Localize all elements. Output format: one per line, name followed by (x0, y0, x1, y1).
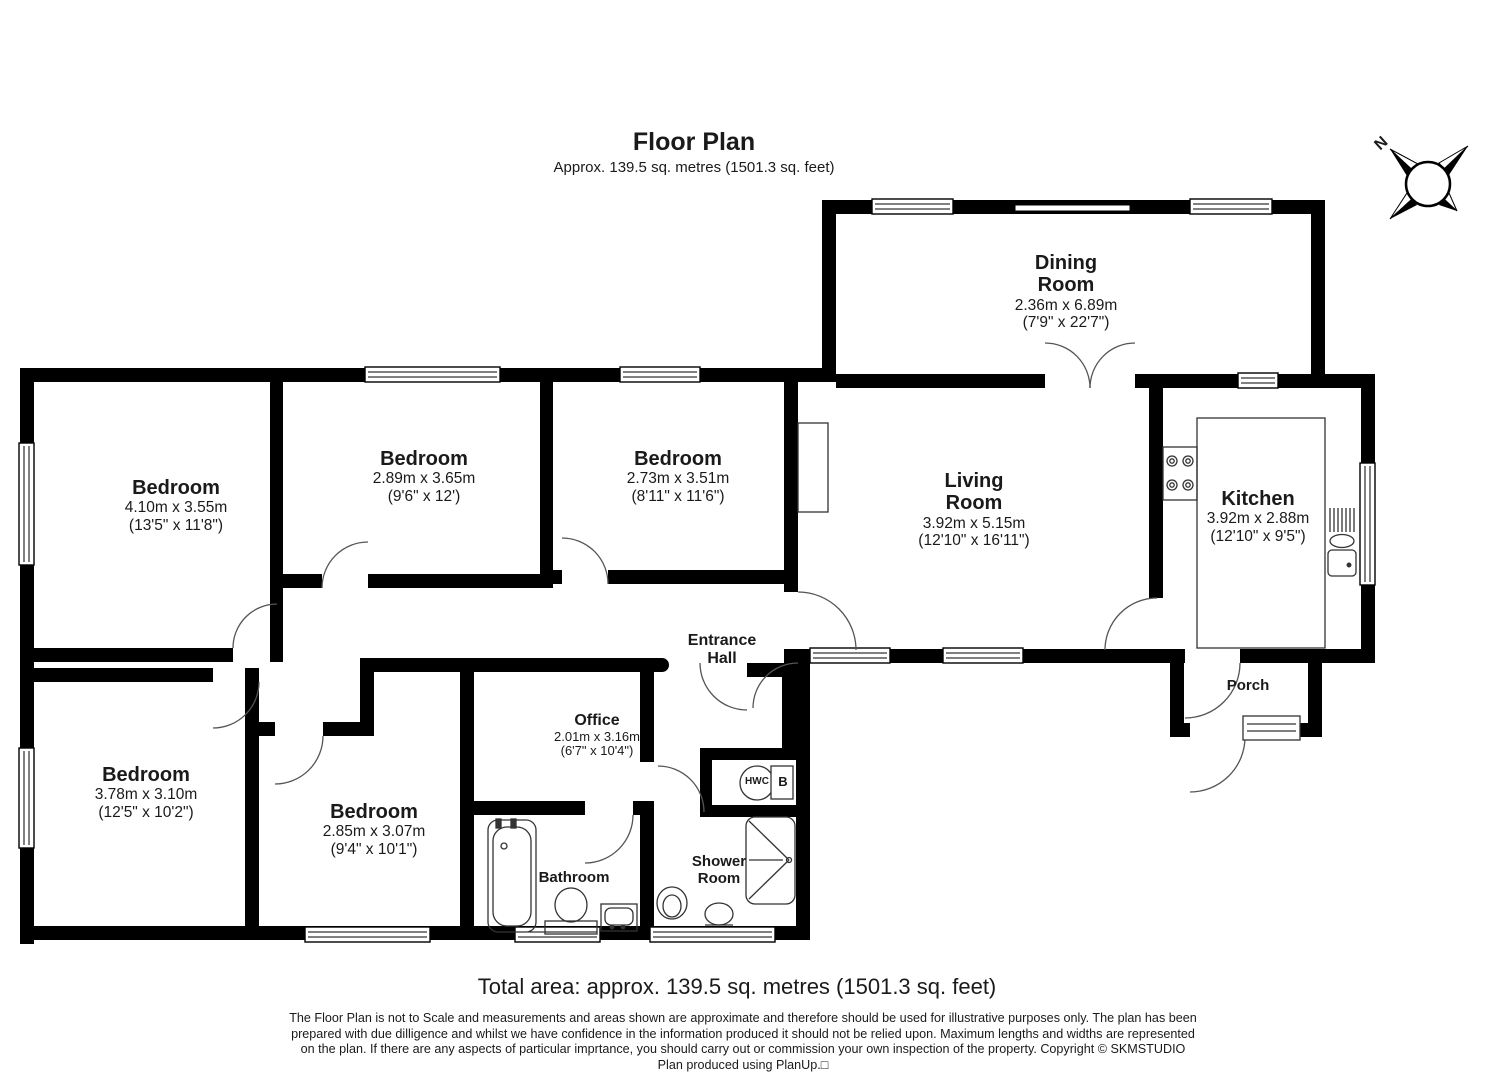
room-label-bedroom3: Bedroom 2.73m x 3.51m (8'11" x 11'6") (626, 448, 730, 505)
room-label-bedroom4: Bedroom 3.78m x 3.10m (12'5" x 10'2") (94, 764, 198, 821)
walls (20, 200, 1375, 944)
chimney-breast (798, 423, 828, 512)
disclaimer-text: The Floor Plan is not to Scale and measurements and areas shown are approximate and therefore should be used for illustrative purposes only. The plan has been prepared with due dilligence and whilst we have confidence in the information produced it should not be relied upon. Maximum lengths and widths are represented on the plan. If there are any aspects of particular imprtance, you should carry out or commission your own inspection of the property. Copyright © SKMSTUDIO Plan produced using PlanUp.□ (289, 1011, 1197, 1072)
bathtub-icon (488, 819, 536, 932)
room-label-bedroom2: Bedroom 2.89m x 3.65m (9'6" x 12') (372, 448, 476, 505)
compass-icon (1390, 146, 1468, 219)
toilet2-icon (657, 887, 687, 919)
boiler-label: B (778, 774, 788, 789)
hwc-label: HWC (745, 776, 769, 787)
room-label-living: Living Room 3.92m x 5.15m (12'10" x 16'11") (918, 470, 1030, 550)
shower-tray-icon (746, 817, 795, 904)
credit-text: Plan produced using PlanUp.□ (657, 1057, 829, 1072)
room-label-office: Office 2.01m x 3.16m (6'7" x 10'4") (554, 712, 640, 759)
room-label-entrance-hall: Entrance Hall (687, 632, 757, 667)
room-label-bedroom1: Bedroom 4.10m x 3.55m (13'5" x 11'8") (124, 477, 228, 534)
wall-end-cap (655, 658, 669, 672)
porch-step-icon (1243, 716, 1300, 740)
hob-icon (1163, 447, 1197, 500)
door-arcs (213, 343, 1245, 863)
basin2-icon (705, 903, 733, 925)
page-title: Floor Plan (632, 128, 756, 156)
kitchen-sink-icon (1328, 508, 1356, 576)
room-label-bedroom5: Bedroom 2.85m x 3.07m (9'4" x 10'1") (322, 801, 426, 858)
page-subtitle: Approx. 139.5 sq. metres (1501.3 sq. feet) (553, 159, 835, 176)
north-label: N (1371, 133, 1392, 154)
total-area-text: Total area: approx. 139.5 sq. metres (1501.3 sq. feet) (477, 974, 997, 999)
room-label-kitchen: Kitchen 3.92m x 2.88m (12'10" x 9'5") (1206, 488, 1310, 545)
room-label-dining: Dining Room 2.36m x 6.89m (7'9" x 22'7") (1014, 252, 1118, 332)
room-label-shower-room: Shower Room (691, 853, 747, 887)
room-label-bathroom: Bathroom (538, 869, 610, 886)
room-label-porch: Porch (1226, 677, 1270, 694)
